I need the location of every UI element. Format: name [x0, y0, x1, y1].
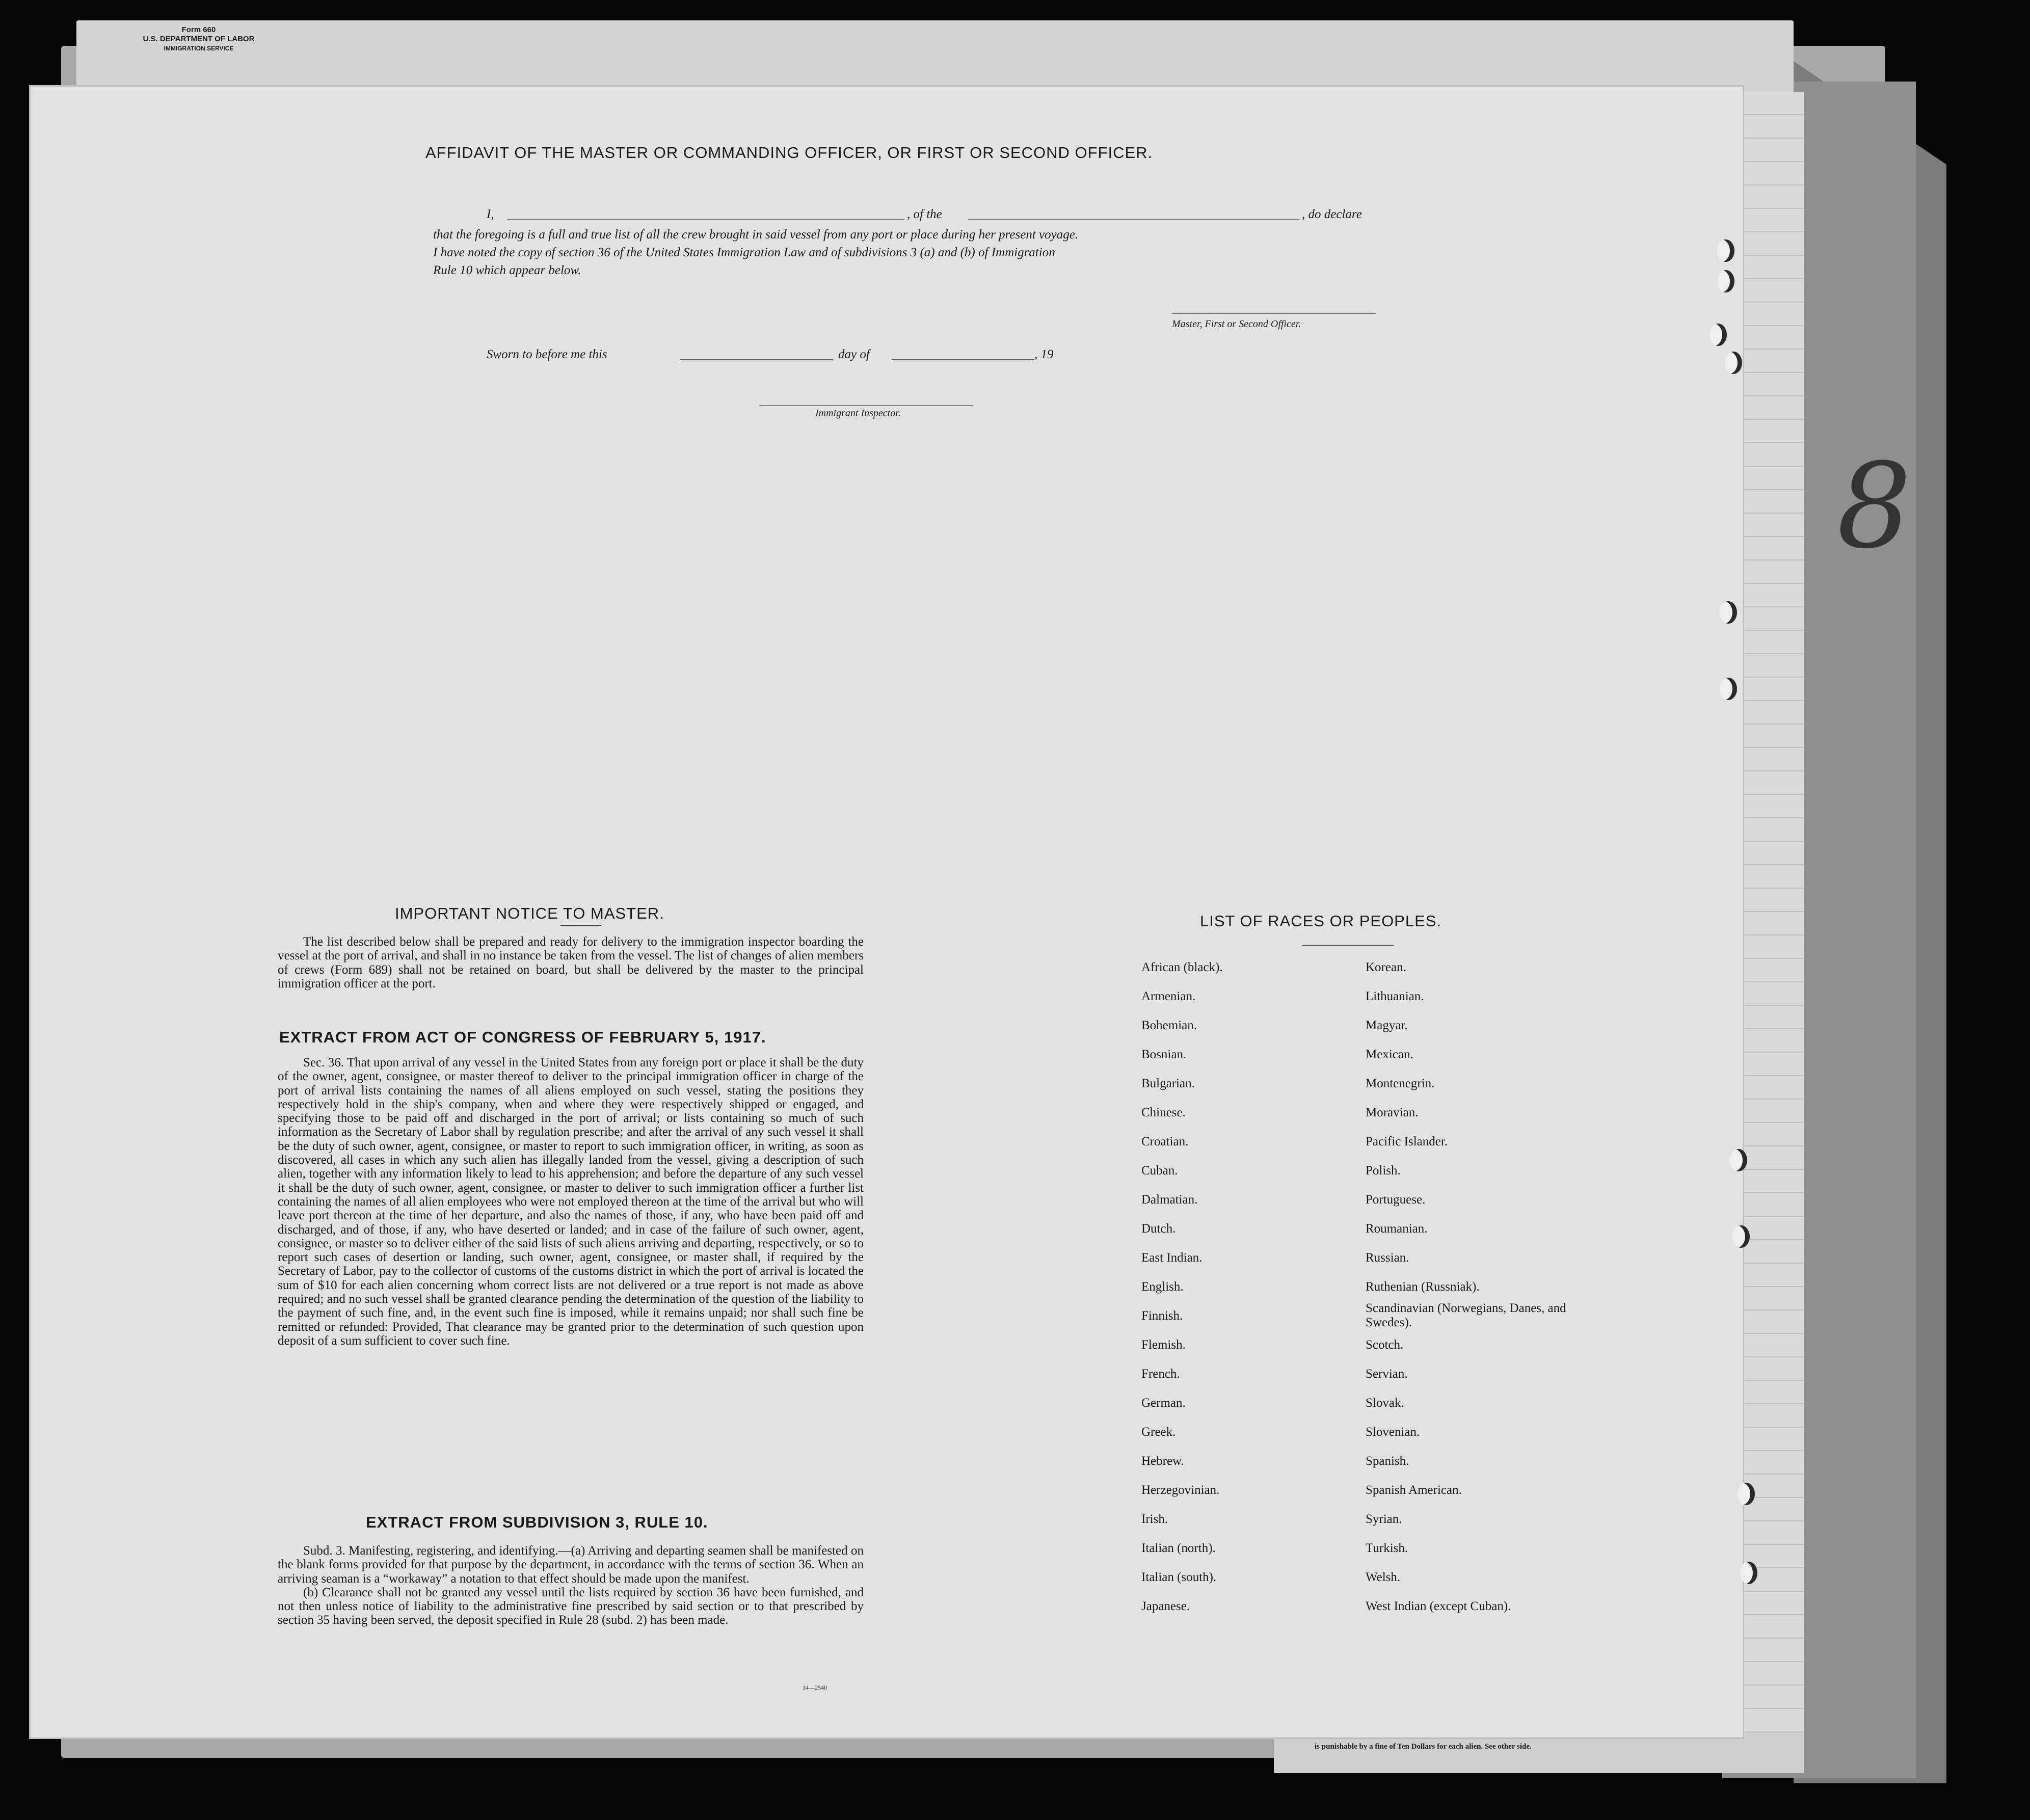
notice-title-rule [560, 925, 601, 926]
race-item: Hebrew. [1141, 1454, 1184, 1468]
punch-hole [1717, 239, 1734, 262]
race-item: Bohemian. [1141, 1019, 1197, 1032]
affidavit-body-line-2: I have noted the copy of section 36 of the United States Immigration Law and of subdivisions 3 (a) and (b) of Immigration [433, 246, 1055, 259]
race-item: Moravian. [1366, 1106, 1419, 1119]
notice-title: IMPORTANT NOTICE TO MASTER. [395, 904, 664, 922]
race-item: Syrian. [1366, 1512, 1402, 1526]
race-item: Slovenian. [1366, 1425, 1420, 1439]
race-item: West Indian (except Cuban). [1366, 1599, 1511, 1613]
form-number: Form 660 [181, 25, 216, 34]
service-name: IMMIGRATION SERVICE [164, 45, 234, 52]
race-item: Servian. [1366, 1367, 1408, 1381]
inspector-signature-line[interactable] [759, 405, 973, 406]
print-code: 14—2540 [803, 1684, 827, 1691]
vessel-blank[interactable] [968, 219, 1299, 220]
act-extract-title: EXTRACT FROM ACT OF CONGRESS OF FEBRUARY 5, 1917. [279, 1028, 766, 1046]
rule-extract-paragraph-a: Subd. 3. Manifesting, registering, and identifying.—(a) Arriving and departing seamen shall be manifested on the blank forms provided for that purpose by the department, in accordance with the terms of section 36. When an arriving seaman is a “workaway” a notation to that effect should be made upon the manifest. [278, 1544, 864, 1586]
race-item: Armenian. [1141, 989, 1196, 1003]
races-title: LIST OF RACES OR PEOPLES. [1200, 912, 1442, 930]
race-item: Pacific Islander. [1366, 1135, 1448, 1148]
race-item: Scotch. [1366, 1338, 1404, 1352]
race-item: Lithuanian. [1366, 989, 1424, 1003]
day-of-label: day of [838, 347, 870, 361]
race-item: Dalmatian. [1141, 1193, 1198, 1207]
rule-extract-title: EXTRACT FROM SUBDIVISION 3, RULE 10. [366, 1513, 708, 1531]
master-signature-line[interactable] [1172, 313, 1376, 314]
handwritten-mark: 8 [1837, 439, 1912, 575]
race-item: Italian (north). [1141, 1541, 1216, 1555]
inspector-label: Immigrant Inspector. [815, 408, 901, 419]
bottom-strip [1274, 1732, 1804, 1773]
race-item: English. [1141, 1280, 1184, 1294]
race-item: Chinese. [1141, 1106, 1186, 1119]
race-item: Spanish American. [1366, 1483, 1462, 1497]
race-item: Spanish. [1366, 1454, 1409, 1468]
race-item: Cuban. [1141, 1164, 1178, 1177]
race-item: Russian. [1366, 1251, 1409, 1265]
race-item: Scandinavian (Norwegians, Danes, and Swedes). [1366, 1301, 1566, 1329]
punch-hole [1710, 324, 1727, 346]
race-item: Turkish. [1366, 1541, 1408, 1555]
race-item: Finnish. [1141, 1309, 1183, 1323]
race-item: Flemish. [1141, 1338, 1186, 1352]
race-item: French. [1141, 1367, 1180, 1381]
act-extract-paragraph: Sec. 36. That upon arrival of any vessel in the United States from any foreign port or place it shall be the duty of the owner, agent, consignee, or master thereof to deliver to the principal immigration officer in charge of the port of arrival lists containing the names of all aliens employed on such vessel, stating the positions they respectively hold in the ship's company, when and where they were respectively shipped or engaged, and specifying those to be paid off and discharged in the port of arrival; or lists containing so much of such information as the Secretary of Labor shall by regulation prescribe; and after the arrival of any such vessel it shall be the duty of such owner, agent, consignee, or master to report to such immigration officer, in writing, as soon as discovered, all cases in which any such alien has illegally landed from the vessel, giving a description of such alien, together with any information likely to lead to his apprehension; and before the departure of any such vessel it shall be the duty of such owner, agent, consignee, or master to deliver to such immigration officer a further list containing the names of all alien employees who were not employed thereon at the time of the arrival but who will leave port thereon at the time of her departure, and also the names of those, if any, who have been paid off and discharged, and of those, if any, who have deserted or landed; and in case of the failure of such owner, agent, consignee, or master so to deliver either of the said lists of such aliens arriving and departing, respectively, or so to report such cases of desertion or landing, such owner, agent, consignee, or master shall, if required by the Secretary of Labor, pay to the collector of customs of the customs district in which the port of arrival is located the sum of $10 for each alien concerning whom correct lists are not delivered or a true report is not made as above required; and no such vessel shall be granted clearance pending the determination of the question of the liability to the payment of such fine, and, in the event such fine is imposed, while it remains unpaid; nor shall such fine be remitted or refunded: Provided, That clearance may be granted prior to the determination of such question upon deposit of a sum sufficient to cover such fine. [278, 1056, 864, 1348]
rule-extract-paragraph-b: (b) Clearance shall not be granted any vessel until the lists required by section 36 have been furnished, and not then unless notice of liability to the administrative fine prescribed by said section or to that prescribed by section 35 having been served, the deposit specified in Rule 28 (subd. 2) has been made. [278, 1585, 864, 1627]
sworn-before-label: Sworn to before me this [487, 347, 607, 361]
department-name: U.S. DEPARTMENT OF LABOR [143, 35, 255, 43]
race-item: Ruthenian (Russniak). [1366, 1280, 1480, 1294]
punch-hole [1732, 1225, 1750, 1248]
rule-extract-text [278, 1544, 864, 1627]
races-left-column [1141, 953, 1223, 1621]
sworn-month-blank[interactable] [892, 359, 1034, 360]
race-item: East Indian. [1141, 1251, 1203, 1265]
race-item: German. [1141, 1396, 1186, 1410]
bottom-strip-text: is punishable by a fine of Ten Dollars for each alien. See other side. [1315, 1743, 1532, 1751]
race-item: Greek. [1141, 1425, 1176, 1439]
punch-hole [1717, 270, 1734, 292]
race-item: Irish. [1141, 1512, 1168, 1526]
punch-hole [1740, 1562, 1757, 1584]
race-item: Italian (south). [1141, 1570, 1217, 1584]
race-item: Herzegovinian. [1141, 1483, 1220, 1497]
race-item: African (black). [1141, 960, 1223, 974]
affidavit-body-line-1: that the foregoing is a full and true list of all the crew brought in said vessel from any port or place during her present voyage. [433, 228, 1079, 242]
race-item: Roumanian. [1366, 1222, 1428, 1236]
underlying-form-strip [76, 20, 1794, 97]
notice-paragraph: The list described below shall be prepared and ready for delivery to the immigration inspector boarding the vessel at the port of arrival, and shall in no instance be taken from the vessel. The list of changes of alien members of crews (Form 689) shall not be retained on board, but shall be delivered by the master to the principal immigration officer at the port. [278, 935, 864, 991]
race-item: Bulgarian. [1141, 1077, 1195, 1090]
race-item: Korean. [1366, 960, 1406, 974]
race-item: Dutch. [1141, 1222, 1176, 1236]
races-title-rule [1302, 945, 1394, 946]
form-header [122, 25, 275, 53]
punch-hole [1730, 1149, 1747, 1171]
race-item: Bosnian. [1141, 1048, 1187, 1061]
punch-hole [1738, 1483, 1755, 1505]
punch-hole [1725, 352, 1742, 374]
year-prefix: , 19 [1034, 347, 1054, 361]
race-item: Welsh. [1366, 1570, 1401, 1584]
master-signature-label: Master, First or Second Officer. [1172, 318, 1301, 330]
affidavit-i: I, [487, 207, 494, 221]
affidavit-title: AFFIDAVIT OF THE MASTER OR COMMANDING OFFICER, OR FIRST OR SECOND OFFICER. [425, 144, 1153, 162]
race-item: Magyar. [1366, 1019, 1408, 1032]
name-blank[interactable] [507, 219, 904, 220]
punch-hole [1720, 601, 1737, 624]
sworn-day-blank[interactable] [680, 359, 833, 360]
notice-text [278, 935, 864, 991]
race-item: Japanese. [1141, 1599, 1190, 1613]
affidavit-declare: , do declare [1302, 207, 1362, 221]
affidavit-of-the: , of the [907, 207, 942, 221]
races-right-column [1366, 953, 1580, 1621]
race-item: Polish. [1366, 1164, 1401, 1177]
race-item: Croatian. [1141, 1135, 1189, 1148]
race-item: Montenegrin. [1366, 1077, 1435, 1090]
race-item: Mexican. [1366, 1048, 1413, 1061]
race-item: Portuguese. [1366, 1193, 1426, 1207]
race-item: Slovak. [1366, 1396, 1404, 1410]
punch-hole [1720, 678, 1737, 700]
act-extract-text [278, 1056, 864, 1348]
affidavit-body-line-3: Rule 10 which appear below. [433, 263, 581, 277]
